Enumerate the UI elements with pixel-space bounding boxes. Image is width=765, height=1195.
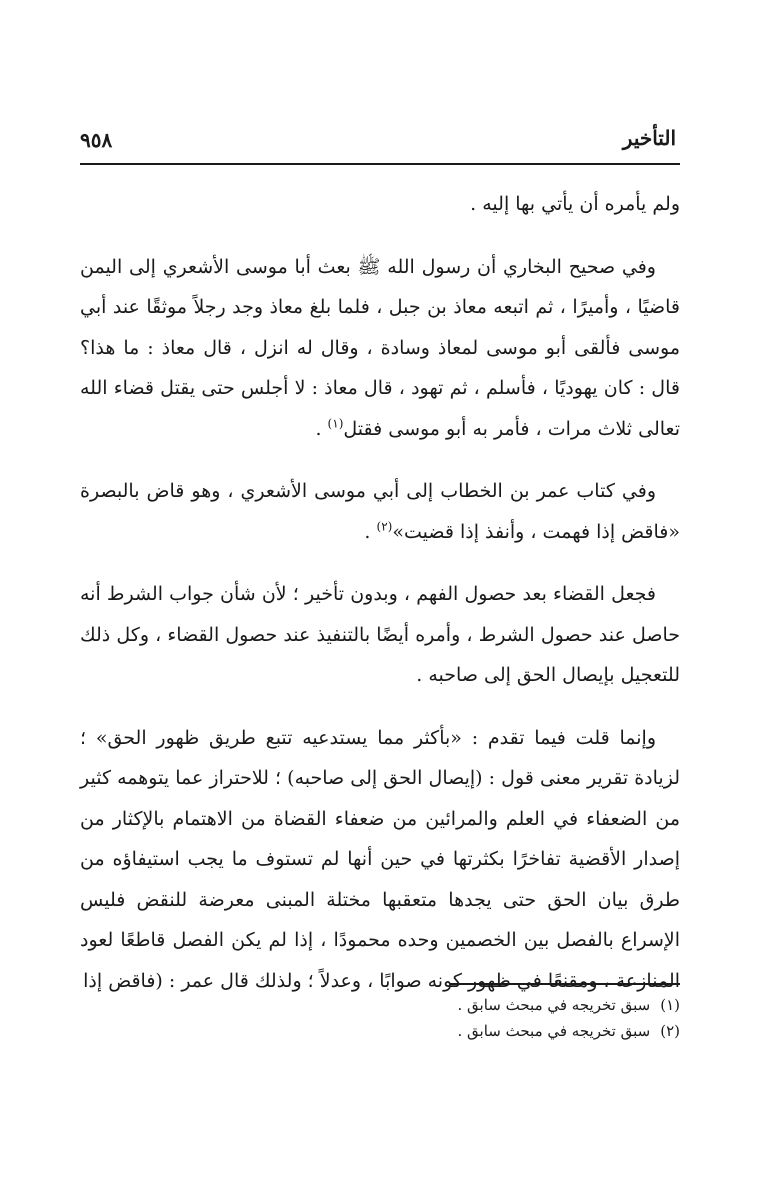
paragraph-3: [80, 471, 680, 552]
paragraph-2: [80, 247, 680, 450]
footnote-2: [80, 1018, 680, 1044]
footnote-2-number: (٢): [660, 1022, 680, 1040]
paragraph-2-text: وفي صحيح البخاري أن رسول الله ﷺ بعث أبا موسى الأشعري إلى اليمن قاضيًا ، وأميرًا ، ثم اتبعه معاذ بن جبل ، فلما بلغ معاذ وجد رجلاً موثقًا عند أبي موسى فألقى أبو موسى لمعاذ وسادة ، وقال له انزل ، قال معاذ : ما هذا؟ قال : كان يهوديًا ، فأسلم ، ثم تهود ، قال معاذ : لا أجلس حتى يقتل قضاء الله تعالى ثلاث مرات ، فأمر به أبو موسى فقتل: [80, 255, 680, 440]
paragraph-2-end: .: [315, 417, 328, 440]
page-number: ٩٥٨: [80, 128, 113, 152]
footnote-1-number: (١): [660, 996, 680, 1014]
footnotes: [80, 992, 680, 1044]
main-text: [80, 184, 680, 1001]
footnote-rule: [450, 983, 680, 985]
footnote-1-text: سبق تخريجه في مبحث سابق .: [457, 996, 651, 1014]
footnote-2-text: سبق تخريجه في مبحث سابق .: [457, 1022, 651, 1040]
paragraph-3-text: وفي كتاب عمر بن الخطاب إلى أبي موسى الأشعري ، وهو قاض بالبصرة «فاقض إذا فهمت ، وأنفذ إذا قضيت»: [80, 480, 680, 543]
footnote-ref-2: (٢): [376, 519, 393, 534]
header-rule: [80, 163, 680, 165]
paragraph-1: ولم يأمره أن يأتي بها إليه .: [470, 193, 680, 215]
paragraph-4: فجعل القضاء بعد حصول الفهم ، وبدون تأخير ؛ لأن شأن جواب الشرط أنه حاصل عند حصول الشرط ، وأمره أيضًا بالتنفيذ عند حصول القضاء ، وكل ذلك للتعجيل بإيصال الحق إلى صاحبه .: [80, 583, 680, 686]
paragraph-5: وإنما قلت فيما تقدم : «بأكثر مما يستدعيه تتبع طريق ظهور الحق» ؛ لزيادة تقرير معنى قول : (إيصال الحق إلى صاحبه) ؛ للاحتراز عما يتوهمه كثير من الضعفاء في العلم والمرائين من ضعفاء القضاة من الاهتمام بالإكثار من إصدار الأقضية تفاخرًا بكثرتها في حين أنها لم تستوف ما يجب استيفاؤه من طرق بيان الحق حتى يجدها متعقبها مختلة المبنى معرضة للنقض فليس الإسراع بالفصل بين الخصمين وحده محمودًا ، إذا لم يكن الفصل قاطعًا لعود المنازعة ، ومقنعًا في ظهور كونه صوابًا ، وعدلاً ؛ ولذلك قال عمر : (فاقض إذا: [80, 726, 680, 992]
footnote-ref-1: (١): [327, 416, 344, 431]
running-title: التأخير: [622, 126, 676, 150]
footnote-1: [80, 992, 680, 1018]
page-header: [80, 126, 680, 160]
paragraph-3-end: .: [364, 520, 377, 543]
